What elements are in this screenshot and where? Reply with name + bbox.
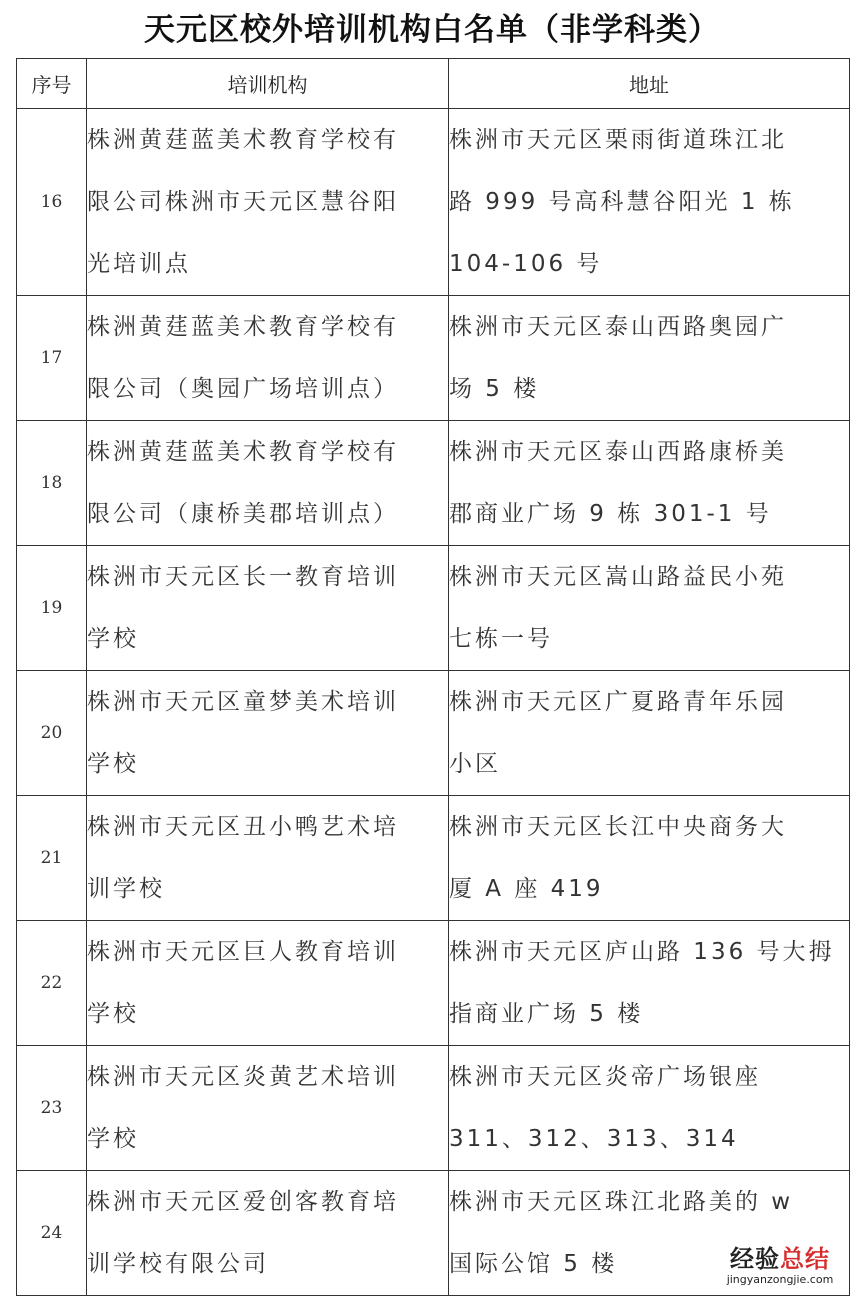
address-line: 311、312、313、314 bbox=[449, 1126, 739, 1152]
address-cell bbox=[449, 796, 850, 921]
organization-line: 株洲市天元区童梦美术培训 bbox=[87, 689, 399, 715]
organization-cell bbox=[87, 671, 449, 796]
row-index: 23 bbox=[17, 1046, 87, 1171]
address-line: 指商业广场 5 楼 bbox=[449, 1001, 644, 1027]
address-line: 株洲市天元区珠江北路美的 w bbox=[449, 1189, 794, 1215]
address-line: 株洲市天元区嵩山路益民小苑 bbox=[449, 564, 787, 590]
row-index: 18 bbox=[17, 421, 87, 546]
page-title: 天元区校外培训机构白名单（非学科类） bbox=[144, 12, 720, 48]
organization-line: 株洲黄莛蓝美术教育学校有 bbox=[87, 127, 399, 153]
organization-line: 限公司（康桥美郡培训点） bbox=[87, 501, 399, 527]
row-index: 20 bbox=[17, 671, 87, 796]
organization-line: 光培训点 bbox=[87, 251, 191, 277]
organization-cell bbox=[87, 796, 449, 921]
organization-line: 株洲市天元区巨人教育培训 bbox=[87, 939, 399, 965]
address-line: 株洲市天元区炎帝广场银座 bbox=[449, 1064, 761, 1090]
table-row bbox=[17, 109, 850, 296]
address-line: 小区 bbox=[449, 751, 501, 777]
address-line: 厦 A 座 419 bbox=[449, 876, 604, 902]
table-header-row bbox=[17, 59, 850, 109]
address-line: 104-106 号 bbox=[449, 251, 603, 277]
table-row bbox=[17, 671, 850, 796]
table-row bbox=[17, 421, 850, 546]
address-line: 株洲市天元区泰山西路康桥美 bbox=[449, 439, 787, 465]
address-line: 场 5 楼 bbox=[449, 376, 540, 402]
address-cell bbox=[449, 296, 850, 421]
organization-line: 株洲黄莛蓝美术教育学校有 bbox=[87, 314, 399, 340]
address-cell bbox=[449, 921, 850, 1046]
organization-cell bbox=[87, 1046, 449, 1171]
address-cell bbox=[449, 109, 850, 296]
organization-line: 训学校有限公司 bbox=[87, 1251, 269, 1277]
address-cell bbox=[449, 1046, 850, 1171]
address-line: 七栋一号 bbox=[449, 626, 553, 652]
address-cell bbox=[449, 421, 850, 546]
watermark-logo-text: 经验总结 bbox=[730, 1245, 830, 1273]
header-index: 序号 bbox=[17, 59, 87, 109]
row-index: 24 bbox=[17, 1171, 87, 1296]
site-watermark bbox=[710, 1245, 850, 1286]
organization-cell bbox=[87, 921, 449, 1046]
row-index: 16 bbox=[17, 109, 87, 296]
address-cell bbox=[449, 546, 850, 671]
address-line: 株洲市天元区长江中央商务大 bbox=[449, 814, 787, 840]
row-index: 17 bbox=[17, 296, 87, 421]
header-organization: 培训机构 bbox=[87, 59, 449, 109]
address-line: 株洲市天元区庐山路 136 号大拇 bbox=[449, 939, 835, 965]
organization-cell bbox=[87, 296, 449, 421]
header-address: 地址 bbox=[449, 59, 850, 109]
organization-line: 株洲市天元区炎黄艺术培训 bbox=[87, 1064, 399, 1090]
organization-line: 株洲市天元区丑小鸭艺术培 bbox=[87, 814, 399, 840]
row-index: 22 bbox=[17, 921, 87, 1046]
organization-line: 学校 bbox=[87, 1001, 139, 1027]
address-line: 株洲市天元区栗雨街道珠江北 bbox=[449, 127, 787, 153]
whitelist-table bbox=[16, 58, 850, 1296]
organization-line: 株洲市天元区长一教育培训 bbox=[87, 564, 399, 590]
organization-line: 训学校 bbox=[87, 876, 165, 902]
organization-line: 限公司株洲市天元区慧谷阳 bbox=[87, 189, 399, 215]
organization-cell bbox=[87, 1171, 449, 1296]
watermark-url: jingyanzongjie.com bbox=[726, 1273, 834, 1286]
table-row bbox=[17, 546, 850, 671]
address-line: 株洲市天元区泰山西路奥园广 bbox=[449, 314, 787, 340]
address-line: 郡商业广场 9 栋 301-1 号 bbox=[449, 501, 772, 527]
table-row bbox=[17, 796, 850, 921]
row-index: 21 bbox=[17, 796, 87, 921]
address-line: 株洲市天元区广夏路青年乐园 bbox=[449, 689, 787, 715]
address-line: 路 999 号高科慧谷阳光 1 栋 bbox=[449, 189, 795, 215]
table-row bbox=[17, 1046, 850, 1171]
table-row bbox=[17, 296, 850, 421]
organization-line: 学校 bbox=[87, 751, 139, 777]
organization-line: 学校 bbox=[87, 1126, 139, 1152]
organization-line: 株洲市天元区爱创客教育培 bbox=[87, 1189, 399, 1215]
table-row bbox=[17, 921, 850, 1046]
organization-cell bbox=[87, 546, 449, 671]
address-line: 国际公馆 5 楼 bbox=[449, 1251, 618, 1277]
address-cell bbox=[449, 671, 850, 796]
organization-line: 限公司（奥园广场培训点） bbox=[87, 376, 399, 402]
organization-cell bbox=[87, 421, 449, 546]
row-index: 19 bbox=[17, 546, 87, 671]
organization-cell bbox=[87, 109, 449, 296]
organization-line: 株洲黄莛蓝美术教育学校有 bbox=[87, 439, 399, 465]
organization-line: 学校 bbox=[87, 626, 139, 652]
